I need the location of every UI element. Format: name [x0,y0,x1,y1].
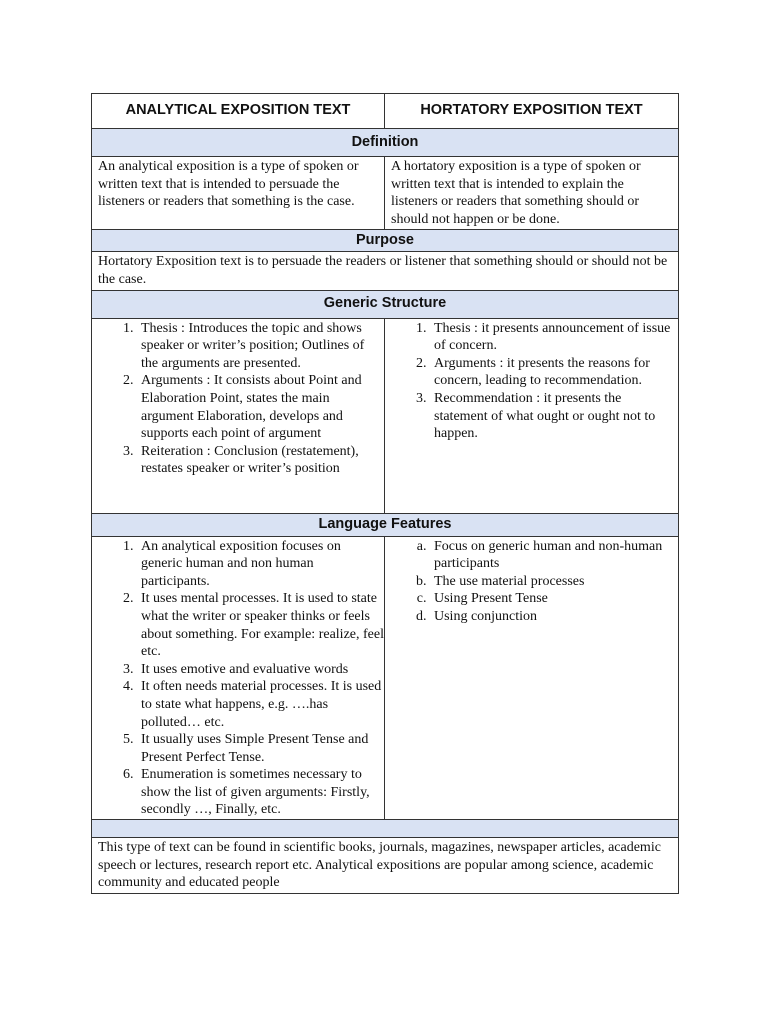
list-item: a. Focus on generic human and non-human participants [430,538,678,573]
list-item: 3. Recommendation : it presents the statement of what ought or ought not to happen. [430,390,678,443]
definition-analytical: An analytical exposition is a type of spoken or written text that is intended to persuade the listeners or readers that something is the case. [92,157,385,230]
header-analytical: ANALYTICAL EXPOSITION TEXT [92,94,385,129]
list-item: 6. Enumeration is sometimes necessary to show the list of given arguments: Firstly, secondly …, Finally, etc. [137,766,384,819]
language-features-hortatory-list [385,538,678,626]
list-item: 1. An analytical exposition focuses on generic human and non human participants. [137,538,384,591]
list-item: b. The use material processes [430,573,678,591]
section-empty-band [92,820,679,838]
list-item: 5. It usually uses Simple Present Tense and Present Perfect Tense. [137,731,384,766]
generic-structure-analytical [92,318,385,513]
language-features-hortatory [385,536,679,820]
definition-hortatory: A hortatory exposition is a type of spoken or written text that is intended to explain the listeners or readers that something should or should not happen or be done. [385,157,679,230]
list-item: 3. Reiteration : Conclusion (restatement), restates speaker or writer’s position [137,443,384,478]
comparison-table [91,93,679,894]
generic-structure-hortatory [385,318,679,513]
list-item: 1. Thesis : Introduces the topic and shows speaker or writer’s position; Outlines of the arguments are presented. [137,320,384,373]
list-item: 4. It often needs material processes. It is used to state what happens, e.g. ….has polluted… etc. [137,678,384,731]
section-language-features-title: Language Features [92,513,679,536]
purpose-text: Hortatory Exposition text is to persuade the readers or listener that something should or should not be the case. [92,252,679,290]
generic-structure-hortatory-list [385,320,678,443]
list-item: 1. Thesis : it presents announcement of issue of concern. [430,320,678,355]
header-hortatory: HORTATORY EXPOSITION TEXT [385,94,679,129]
footer-text: This type of text can be found in scientific books, journals, magazines, newspaper articles, academic speech or lectures, research report etc. Analytical expositions are popular among science, academic community and educated people [92,838,679,894]
language-features-analytical [92,536,385,820]
section-purpose-title: Purpose [92,230,679,252]
section-definition-title: Definition [92,129,679,157]
list-item: 2. Arguments : it presents the reasons for concern, leading to recommendation. [430,355,678,390]
section-generic-structure-title: Generic Structure [92,290,679,318]
list-item: 2. It uses mental processes. It is used to state what the writer or speaker thinks or feels about something. For example: realize, feel etc. [137,590,384,660]
generic-structure-analytical-list [92,320,384,478]
list-item: d. Using conjunction [430,608,678,626]
list-item: 3. It uses emotive and evaluative words [137,661,384,679]
language-features-analytical-list [92,538,384,820]
list-item: c. Using Present Tense [430,590,678,608]
list-item: 2. Arguments : It consists about Point and Elaboration Point, states the main argument Elaboration, develops and supports each point of argument [137,372,384,442]
